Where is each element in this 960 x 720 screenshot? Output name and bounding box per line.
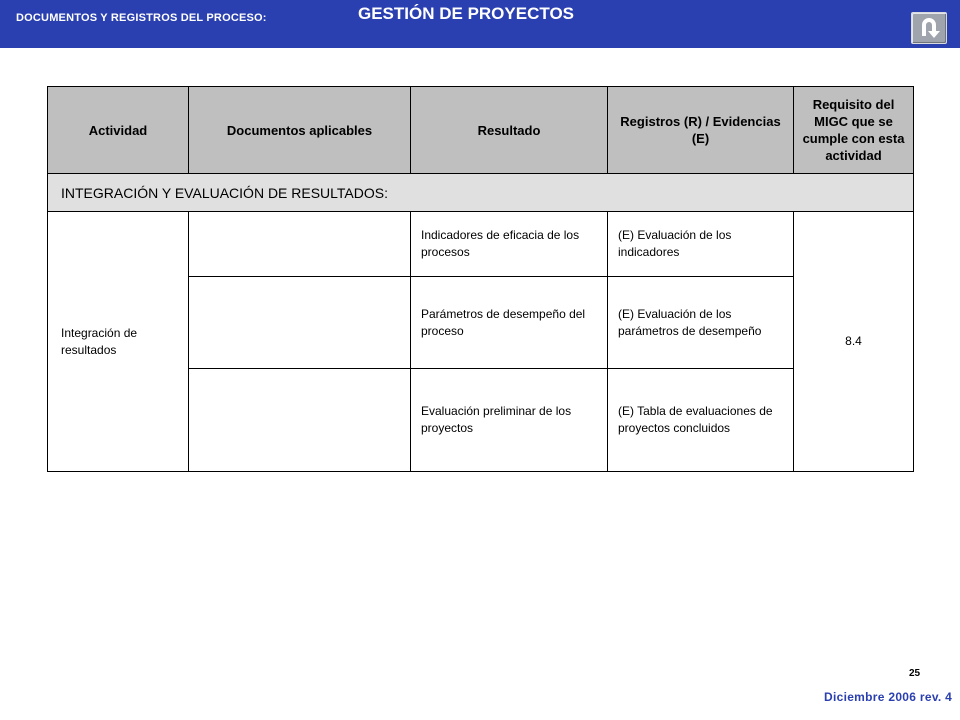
page-number: 25: [909, 668, 921, 679]
column-header-documentos: Documentos aplicables: [189, 87, 411, 174]
documents-cell: [189, 277, 411, 369]
back-button[interactable]: [911, 12, 947, 44]
requirement-cell: 8.4: [794, 212, 914, 472]
footer-date: Diciembre 2006 rev. 4: [824, 690, 953, 704]
header-subtitle: DOCUMENTOS Y REGISTROS DEL PROCESO:: [16, 12, 267, 24]
record-cell: (E) Evaluación de los parámetros de desempeño: [608, 277, 794, 369]
table-row: [48, 212, 914, 277]
section-title: INTEGRACIÓN Y EVALUACIÓN DE RESULTADOS:: [48, 174, 914, 212]
result-cell: Evaluación preliminar de los proyectos: [411, 369, 608, 472]
process-table: [47, 86, 914, 472]
record-cell: (E) Evaluación de los indicadores: [608, 212, 794, 277]
result-cell: Parámetros de desempeño del proceso: [411, 277, 608, 369]
column-header-requisito: Requisito del MIGC que se cumple con esta actividad: [794, 87, 914, 174]
result-cell: Indicadores de eficacia de los procesos: [411, 212, 608, 277]
column-header-actividad: Actividad: [48, 87, 189, 174]
record-cell: (E) Tabla de evaluaciones de proyectos concluidos: [608, 369, 794, 472]
page-title: GESTIÓN DE PROYECTOS: [358, 4, 575, 23]
column-header-registros: Registros (R) / Evidencias (E): [608, 87, 794, 174]
u-turn-back-icon: [918, 16, 940, 40]
documents-cell: [189, 369, 411, 472]
table-header-row: [48, 87, 914, 174]
section-row: [48, 174, 914, 212]
documents-cell: [189, 212, 411, 277]
column-header-resultado: Resultado: [411, 87, 608, 174]
header-bar: [0, 0, 960, 48]
activity-cell: Integración de resultados: [48, 212, 189, 472]
